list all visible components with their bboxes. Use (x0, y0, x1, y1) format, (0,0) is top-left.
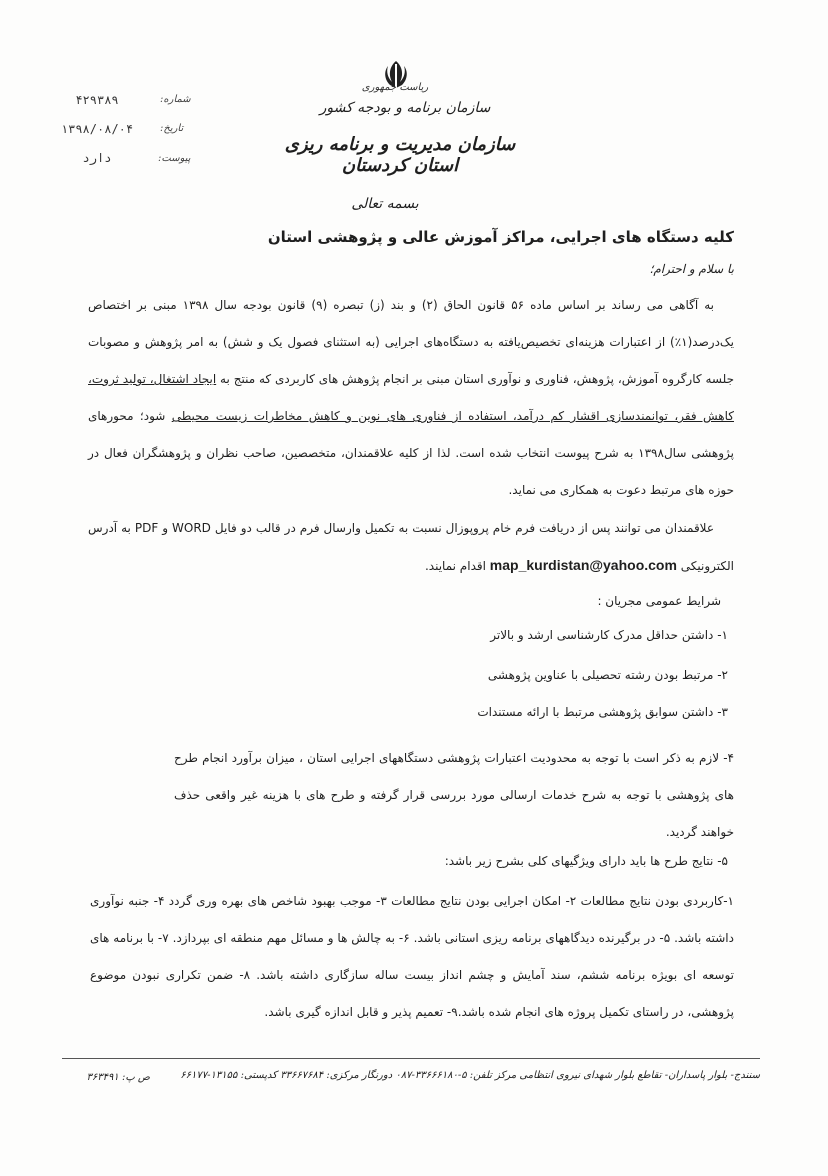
attachment-label: پیوست: (158, 153, 191, 164)
bismillah: بسمه تعالی (351, 196, 419, 212)
condition-2: ۲- مرتبط بودن رشته تحصیلی با عناوین پژوهشی (487, 668, 728, 682)
date-value: ۱۳۹۸/۰۸/۰۴ (60, 122, 134, 136)
salutation: با سلام و احترام؛ (649, 262, 734, 276)
paragraph-1-goals: ایجاد اشتغال، تولید ثروت، کاهش فقر، توانمندسازی اقشار کم درآمد، استفاده از فناوری های نوین و کاهش مخاطرات زیست محیطی (88, 372, 734, 423)
paragraph-2-intro: علاقمندان می توانند پس از دریافت فرم خام پروپوزال نسبت به تکمیل وارسال فرم در قالب دو فایل WORD و PDF به آدرس الکترونیکی (88, 521, 734, 573)
footer-postbox: ص پ: ۳۶۳۴۹۱ (86, 1072, 150, 1083)
date-label: تاریخ: (160, 123, 184, 134)
org-province: سازمان مدیریت و برنامه ریزی استان کردستان (284, 134, 516, 176)
condition-1: ۱- داشتن حداقل مدرک کارشناسی ارشد و بالاتر (490, 628, 728, 642)
number-value: ۴۲۹۳۸۹ (75, 93, 119, 107)
condition-4: ۴- لازم به ذکر است با توجه به محدودیت اعتبارات پژوهشی دستگاههای اجرایی استان ، میزان برآورد انجام طرح های پژوهشی با توجه به شرح خدمات ارسالی مورد بررسی قرار گرفته و طرح های با هزینه غیر واقعی حذف خواهند گردید. (174, 751, 734, 839)
condition-3: ۳- داشتن سوابق پژوهشی مرتبط با ارائه مستندات (477, 705, 728, 719)
paragraph-1-closing: شود؛ محورهای پژوهشی سال۱۳۹۸ به شرح پیوست انتخاب شده است. لذا از کلیه علاقمندان، متخصصین، صاحب نظران و پژوهشگران فعال در حوزه های مرتبط دعوت به همکاری می نماید. (88, 409, 734, 497)
conditions-title: شرایط عمومی مجریان : (597, 594, 721, 608)
paragraph-3: ۱-کاربردی بودن نتایج مطالعات ۲- امکان اجرایی بودن نتایج مطالعات ۳- موجب بهبود شاخص های بهره وری گردد ۴- جنبه نوآوری داشته باشد. ۵- در برگیرنده دیدگاههای برنامه ریزی استانی باشد. ۶- به چالش ها و مسائل مهم منطقه ای بپردازد. ۷- با برنامه های توسعه ای بویژه برنامه ششم، سند آمایش و چشم انداز بیست ساله سازگاری داشته باشد. ۸- ضمن تکراری نبودن موضوع پژوهشی، در راستای تکمیل پروژه های انجام شده باشد.۹- تعمیم پذیر و قابل اندازه گیری باشد. (90, 894, 734, 1019)
addressee: کلیه دستگاه های اجرایی، مراکز آموزش عالی و پژوهشی استان (267, 228, 734, 246)
footer-divider (62, 1058, 760, 1059)
org-budget: سازمان برنامه و بودجه کشور (319, 100, 491, 116)
condition-5: ۵- نتایج طرح ها باید دارای ویژگیهای کلی بشرح زیر باشد: (444, 854, 728, 868)
paragraph-2-closing: اقدام نمایند. (424, 559, 486, 573)
paragraph-1-intro: به آگاهی می رساند بر اساس ماده ۵۶ قانون الحاق (۲) و بند (ز) تبصره (۹) قانون بودجه سال ۱۳۹۸ مبنی بر اختصاص یک‌درصد(۱٪) از اعتبارات هزینه‌ای تخصیص‌یافته به دستگاه‌های اجرایی (به استثنای فصول یک و شش) به امر پژوهش و مصوبات جلسه کارگروه آموزش، پژوهش، فناوری و نوآوری استان مبنی بر انجام پژوهش های کاربردی که منتج به (88, 298, 734, 386)
number-label: شماره: (160, 94, 191, 105)
paragraph-2 (88, 510, 734, 585)
org-presidency: ریاست جمهوری (361, 82, 429, 93)
attachment-value: دارد (82, 151, 112, 165)
paragraph-1 (88, 287, 734, 509)
footer-address: سنندج- بلوار پاسداران- تقاطع بلوار شهدای نیروی انتظامی مرکز تلفن: ۵-۳۳۶۶۶۱۸۰-۰۸۷ دورنگار مرکزی: ۳۳۶۶۷۶۸۴ کدپستی: ۱۳۱۵۵-۶۶۱۷۷ (180, 1070, 760, 1081)
email-address[interactable]: map_kurdistan@yahoo.com (489, 557, 677, 573)
